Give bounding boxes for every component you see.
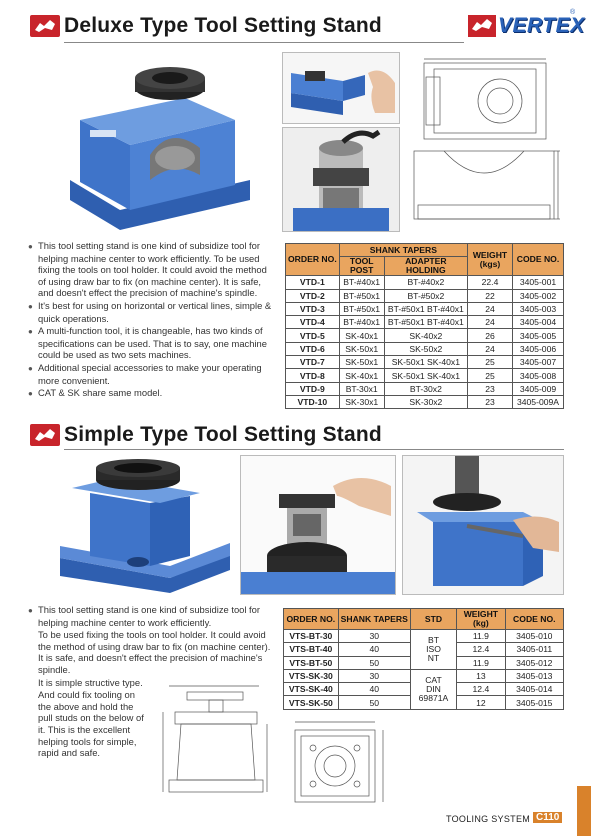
page-number-badge: C110 (533, 812, 562, 823)
cell-order: VTD-4 (286, 316, 340, 329)
cell-code: 3405-010 (505, 630, 563, 643)
cell-code: 3405-002 (513, 289, 564, 302)
side-tab (577, 786, 591, 836)
cell-code: 3405-011 (505, 643, 563, 656)
cell-tool-post: SK-30x1 (339, 395, 384, 408)
cell-code: 3405-015 (505, 696, 563, 709)
deluxe-stand-photo (60, 60, 260, 230)
cell-order: VTD-2 (286, 289, 340, 302)
bullet-item: It is simple structive type. (38, 676, 143, 688)
cell-code: 3405-009 (513, 382, 564, 395)
cell-weight: 12.4 (457, 683, 505, 696)
section-title-simple: Simple Type Tool Setting Stand (64, 423, 382, 446)
std-label: BT (427, 634, 439, 645)
section-icon (30, 15, 60, 37)
cell-adapter: BT-#50x1 BT-#40x1 (384, 302, 467, 315)
col-tool-post: TOOL POST (339, 257, 384, 276)
footer-label: TOOLING SYSTEM (446, 814, 531, 824)
deluxe-photo-tool (282, 127, 400, 232)
cell-tool-post: BT-#50x1 (339, 289, 384, 302)
cell-weight: 25 (468, 356, 513, 369)
cell-order: VTD-5 (286, 329, 340, 342)
std-label: DIN (426, 683, 441, 694)
cell-code: 3405-014 (505, 683, 563, 696)
bullet-dot-icon: ● (28, 606, 33, 615)
cell-std (410, 630, 456, 670)
header-rule (64, 449, 564, 450)
cell-weight: 12 (457, 696, 505, 709)
cell-order: VTD-6 (286, 342, 340, 355)
bullet-item: To be used fixing the tools on tool holder. It could avoid the method of using draw bar to fix (on machine center). It is safe, and doesn't effect the precision of machine's spindle. (38, 629, 271, 675)
col-weight: WEIGHT (kg) (457, 609, 505, 630)
col-adapter: ADAPTER HOLDING (384, 257, 467, 276)
cell-adapter: BT-#40x2 (384, 276, 467, 289)
cell-shank: 50 (338, 656, 410, 669)
table-row (286, 356, 564, 369)
bullet-item: ● CAT & SK share same model. (28, 387, 163, 399)
cell-tool-post: SK-40x1 (339, 329, 384, 342)
bullet-dot-icon: ● (28, 301, 33, 311)
cell-shank: 30 (338, 669, 410, 682)
deluxe-description (28, 240, 274, 401)
col-std: STD (410, 609, 456, 630)
bullet-item: ● A multi-function tool, it is changeable, has two kinds of specifications can be used. That is to say, one machine could be used as two sets machines. (28, 325, 267, 361)
std-label: ISO (426, 643, 441, 654)
simple-technical-drawing-side (155, 680, 275, 800)
std-label: NT (427, 652, 440, 663)
table-row (286, 302, 564, 315)
simple-stand-photo (60, 458, 230, 593)
col-code: CODE NO. (513, 244, 564, 276)
header-rule (64, 42, 464, 43)
col-shank: SHANK TAPERS (338, 609, 410, 630)
cell-code: 3405-001 (513, 276, 564, 289)
cell-weight: 11.9 (457, 630, 505, 643)
table-row (284, 630, 564, 643)
cell-order: VTD-3 (286, 302, 340, 315)
col-order: ORDER NO. (284, 609, 339, 630)
table-row (286, 395, 564, 408)
col-shank: SHANK TAPERS (339, 244, 467, 257)
cell-shank: 50 (338, 696, 410, 709)
cell-code: 3405-009A (513, 395, 564, 408)
bullet-dot-icon: ● (28, 389, 33, 399)
col-order: ORDER NO. (286, 244, 340, 276)
cell-weight: 22 (468, 289, 513, 302)
brand-name: VERTEX (498, 14, 585, 37)
cell-code: 3405-005 (513, 329, 564, 342)
cell-tool-post: BT-#40x1 (339, 316, 384, 329)
cell-adapter: SK-50x2 (384, 342, 467, 355)
section-title-deluxe: Deluxe Type Tool Setting Stand (64, 14, 382, 37)
col-weight: WEIGHT (kgs) (468, 244, 513, 276)
cell-std (410, 669, 456, 709)
simple-spec-table (283, 608, 564, 710)
cell-weight: 11.9 (457, 656, 505, 669)
cell-adapter: SK-50x1 SK-40x1 (384, 356, 467, 369)
cell-shank: 30 (338, 630, 410, 643)
cell-weight: 24 (468, 342, 513, 355)
brand-logo (468, 9, 585, 43)
cell-order: VTD-1 (286, 276, 340, 289)
cell-weight: 24 (468, 302, 513, 315)
std-label: CAT (425, 674, 442, 685)
table-row (284, 669, 564, 682)
cell-order: VTD-9 (286, 382, 340, 395)
cell-code: 3405-006 (513, 342, 564, 355)
cell-adapter: SK-40x2 (384, 329, 467, 342)
cell-adapter: BT-30x2 (384, 382, 467, 395)
bullet-dot-icon: ● (28, 242, 33, 251)
cell-code: 3405-004 (513, 316, 564, 329)
table-row (286, 289, 564, 302)
cell-tool-post: BT-#50x1 (339, 302, 384, 315)
bullet-dot-icon: ● (28, 327, 33, 337)
cell-adapter: BT-#50x2 (384, 289, 467, 302)
table-row (286, 329, 564, 342)
bullet-item: ● Additional special accessories to make your operating more convenient. (28, 361, 262, 386)
cell-tool-post: BT-#40x1 (339, 276, 384, 289)
cell-code: 3405-003 (513, 302, 564, 315)
table-row (286, 342, 564, 355)
cell-order: VTD-8 (286, 369, 340, 382)
cell-tool-post: SK-50x1 (339, 356, 384, 369)
cell-code: 3405-007 (513, 356, 564, 369)
bullet-dot-icon: ● (28, 363, 33, 373)
deluxe-spec-table (285, 243, 564, 409)
cell-order: VTS-SK-30 (284, 669, 339, 682)
cell-tool-post: BT-30x1 (339, 382, 384, 395)
table-row (286, 382, 564, 395)
simple-photo-hand (240, 455, 396, 595)
cell-adapter: SK-30x2 (384, 395, 467, 408)
table-row (286, 369, 564, 382)
registered-mark: ® (570, 9, 576, 16)
table-row (286, 276, 564, 289)
bullet-item: And could fix tooling on the above and hold the pull studs on the below of it. This is the excellent helping tools for simple, rapid and safe. (38, 689, 144, 759)
simple-technical-drawing-top (285, 718, 395, 810)
cell-order: VTS-BT-50 (284, 656, 339, 669)
bullet-item: ● This tool setting stand is one kind of subsidize tool for helping machine center to work efficiently. To be used fixing the tools on tool holder. It could avoid the method of using draw bar to fix (on machine center). It is safe, and doesn't effect the precision of machine's spindle. (28, 240, 267, 299)
cell-order: VTD-10 (286, 395, 340, 408)
cell-weight: 23 (468, 395, 513, 408)
cell-weight: 26 (468, 329, 513, 342)
bullet-item: ● It's best for using on horizontal or vertical lines, simple & quick operations. (28, 299, 272, 324)
cell-order: VTS-BT-30 (284, 630, 339, 643)
cell-shank: 40 (338, 643, 410, 656)
col-code: CODE NO. (505, 609, 563, 630)
cell-weight: 12.4 (457, 643, 505, 656)
cell-code: 3405-013 (505, 669, 563, 682)
cell-weight: 24 (468, 316, 513, 329)
simple-photo-wrench (402, 455, 564, 595)
deluxe-technical-drawing (404, 55, 564, 230)
deluxe-photo-hand (282, 52, 400, 124)
cell-shank: 40 (338, 683, 410, 696)
cell-order: VTS-SK-50 (284, 696, 339, 709)
cell-adapter: BT-#50x1 BT-#40x1 (384, 316, 467, 329)
cell-code: 3405-008 (513, 369, 564, 382)
cell-adapter: SK-50x1 SK-40x1 (384, 369, 467, 382)
cell-weight: 23 (468, 382, 513, 395)
cell-order: VTS-SK-40 (284, 683, 339, 696)
table-row (286, 316, 564, 329)
bullet-item: ● This tool setting stand is one kind of subsidize tool for helping machine center to work efficiently. (28, 604, 260, 628)
cell-tool-post: SK-40x1 (339, 369, 384, 382)
cell-code: 3405-012 (505, 656, 563, 669)
cell-weight: 13 (457, 669, 505, 682)
section-icon (30, 424, 60, 446)
cell-weight: 22.4 (468, 276, 513, 289)
cell-tool-post: SK-50x1 (339, 342, 384, 355)
cell-order: VTS-BT-40 (284, 643, 339, 656)
cell-weight: 25 (468, 369, 513, 382)
std-label: 69871A (418, 692, 449, 703)
cell-order: VTD-7 (286, 356, 340, 369)
